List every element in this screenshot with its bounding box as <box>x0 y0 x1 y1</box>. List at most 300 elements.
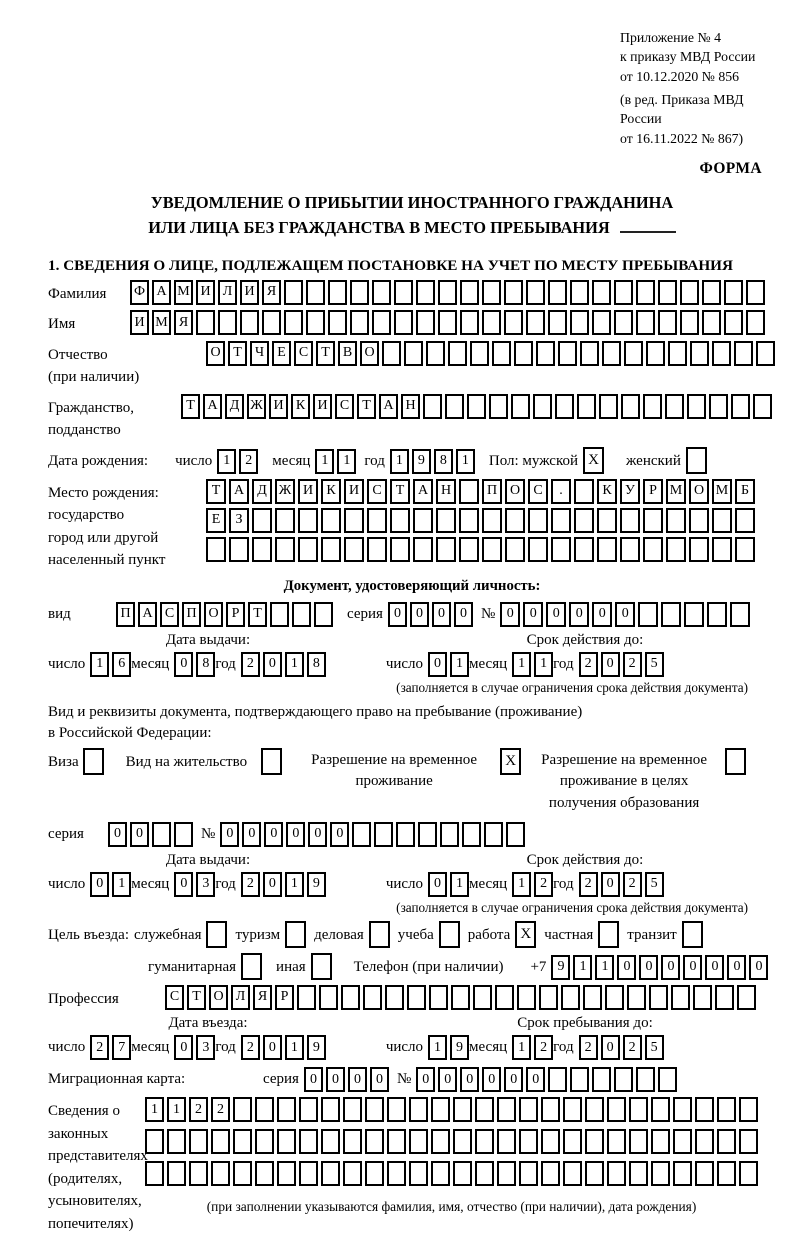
char-cell[interactable]: 0 <box>526 1067 545 1092</box>
char-cell[interactable] <box>734 341 753 366</box>
char-cell[interactable] <box>409 1129 428 1154</box>
char-cell[interactable] <box>570 280 589 305</box>
char-cell[interactable] <box>671 985 690 1010</box>
char-cell[interactable] <box>528 537 548 562</box>
char-cell[interactable]: 0 <box>263 872 282 897</box>
char-cell[interactable]: 1 <box>285 652 304 677</box>
char-cell[interactable] <box>689 537 709 562</box>
char-cell[interactable] <box>504 310 523 335</box>
char-cell[interactable]: 2 <box>623 872 642 897</box>
char-cell[interactable]: 1 <box>390 449 409 474</box>
char-cell[interactable] <box>658 310 677 335</box>
char-cell[interactable] <box>684 602 704 627</box>
issue1-year-cells[interactable] <box>241 652 326 677</box>
char-cell[interactable] <box>668 341 687 366</box>
patronymic-cells[interactable] <box>206 341 775 366</box>
char-cell[interactable] <box>306 280 325 305</box>
char-cell[interactable] <box>739 1129 758 1154</box>
char-cell[interactable] <box>484 822 503 847</box>
char-cell[interactable]: С <box>367 479 387 504</box>
char-cell[interactable] <box>460 310 479 335</box>
char-cell[interactable] <box>505 537 525 562</box>
birthplace-cells-row1[interactable] <box>206 479 755 504</box>
char-cell[interactable] <box>482 508 502 533</box>
char-cell[interactable] <box>270 602 289 627</box>
char-cell[interactable]: А <box>413 479 433 504</box>
char-cell[interactable]: 1 <box>573 955 592 980</box>
char-cell[interactable] <box>453 1161 472 1186</box>
char-cell[interactable] <box>597 537 617 562</box>
char-cell[interactable] <box>620 508 640 533</box>
char-cell[interactable] <box>528 508 548 533</box>
char-cell[interactable] <box>651 1129 670 1154</box>
char-cell[interactable] <box>475 1097 494 1122</box>
char-cell[interactable]: К <box>597 479 617 504</box>
char-cell[interactable]: 0 <box>428 652 447 677</box>
char-cell[interactable] <box>382 341 401 366</box>
char-cell[interactable] <box>666 508 686 533</box>
char-cell[interactable] <box>717 1097 736 1122</box>
char-cell[interactable] <box>695 1129 714 1154</box>
char-cell[interactable]: 2 <box>579 652 598 677</box>
char-cell[interactable] <box>174 822 193 847</box>
char-cell[interactable] <box>352 822 371 847</box>
char-cell[interactable] <box>717 1129 736 1154</box>
representatives-cells-row2[interactable] <box>145 1129 758 1154</box>
char-cell[interactable] <box>577 394 596 419</box>
citizenship-cells[interactable] <box>181 394 772 419</box>
char-cell[interactable] <box>390 508 410 533</box>
char-cell[interactable] <box>658 1067 677 1092</box>
char-cell[interactable]: А <box>379 394 398 419</box>
char-cell[interactable] <box>666 537 686 562</box>
expiry1-day-cells[interactable] <box>428 652 469 677</box>
char-cell[interactable]: С <box>528 479 548 504</box>
char-cell[interactable] <box>385 985 404 1010</box>
char-cell[interactable]: 0 <box>661 955 680 980</box>
char-cell[interactable]: 0 <box>242 822 261 847</box>
char-cell[interactable]: 1 <box>456 449 475 474</box>
char-cell[interactable]: 2 <box>534 1035 553 1060</box>
char-cell[interactable]: 0 <box>308 822 327 847</box>
char-cell[interactable] <box>739 1161 758 1186</box>
char-cell[interactable]: И <box>298 479 318 504</box>
char-cell[interactable] <box>673 1161 692 1186</box>
entry-month-cells[interactable] <box>174 1035 215 1060</box>
char-cell[interactable]: 9 <box>307 872 326 897</box>
char-cell[interactable] <box>413 537 433 562</box>
char-cell[interactable]: 1 <box>285 1035 304 1060</box>
char-cell[interactable] <box>574 537 594 562</box>
purpose-official-checkbox[interactable] <box>206 921 227 948</box>
char-cell[interactable] <box>367 508 387 533</box>
char-cell[interactable] <box>343 1097 362 1122</box>
char-cell[interactable] <box>643 394 662 419</box>
char-cell[interactable]: О <box>209 985 228 1010</box>
residence-number-cells[interactable] <box>220 822 525 847</box>
char-cell[interactable] <box>712 341 731 366</box>
char-cell[interactable] <box>735 508 755 533</box>
char-cell[interactable] <box>387 1161 406 1186</box>
char-cell[interactable]: И <box>240 280 259 305</box>
char-cell[interactable] <box>570 310 589 335</box>
purpose-study-checkbox[interactable] <box>439 921 460 948</box>
char-cell[interactable] <box>724 310 743 335</box>
char-cell[interactable]: 0 <box>410 602 429 627</box>
char-cell[interactable] <box>459 479 479 504</box>
char-cell[interactable]: 0 <box>174 1035 193 1060</box>
char-cell[interactable] <box>306 310 325 335</box>
char-cell[interactable] <box>599 394 618 419</box>
char-cell[interactable]: У <box>620 479 640 504</box>
char-cell[interactable]: 2 <box>241 1035 260 1060</box>
char-cell[interactable] <box>570 1067 589 1092</box>
char-cell[interactable] <box>646 341 665 366</box>
char-cell[interactable] <box>506 822 525 847</box>
char-cell[interactable]: 0 <box>482 1067 501 1092</box>
char-cell[interactable] <box>607 1097 626 1122</box>
char-cell[interactable] <box>418 822 437 847</box>
char-cell[interactable]: 2 <box>241 652 260 677</box>
char-cell[interactable]: 3 <box>196 1035 215 1060</box>
issue2-year-cells[interactable] <box>241 872 326 897</box>
char-cell[interactable] <box>365 1129 384 1154</box>
birth-month-cells[interactable] <box>315 449 356 474</box>
char-cell[interactable] <box>429 985 448 1010</box>
char-cell[interactable]: 1 <box>112 872 131 897</box>
char-cell[interactable] <box>277 1129 296 1154</box>
char-cell[interactable]: И <box>196 280 215 305</box>
char-cell[interactable]: М <box>174 280 193 305</box>
char-cell[interactable]: К <box>291 394 310 419</box>
char-cell[interactable]: 2 <box>623 652 642 677</box>
char-cell[interactable] <box>453 1129 472 1154</box>
char-cell[interactable] <box>409 1161 428 1186</box>
entry-day-cells[interactable] <box>90 1035 131 1060</box>
char-cell[interactable] <box>592 310 611 335</box>
char-cell[interactable]: 1 <box>90 652 109 677</box>
char-cell[interactable] <box>365 1097 384 1122</box>
char-cell[interactable] <box>629 1161 648 1186</box>
char-cell[interactable]: 8 <box>434 449 453 474</box>
char-cell[interactable]: 1 <box>512 1035 531 1060</box>
char-cell[interactable]: П <box>482 479 502 504</box>
char-cell[interactable] <box>152 822 171 847</box>
char-cell[interactable]: 2 <box>239 449 258 474</box>
char-cell[interactable]: 2 <box>579 872 598 897</box>
char-cell[interactable]: Л <box>231 985 250 1010</box>
char-cell[interactable] <box>649 985 668 1010</box>
char-cell[interactable]: Б <box>735 479 755 504</box>
entry-year-cells[interactable] <box>241 1035 326 1060</box>
char-cell[interactable] <box>651 1097 670 1122</box>
char-cell[interactable]: М <box>152 310 171 335</box>
char-cell[interactable] <box>167 1161 186 1186</box>
char-cell[interactable]: 0 <box>370 1067 389 1092</box>
char-cell[interactable]: Р <box>643 479 663 504</box>
char-cell[interactable]: 0 <box>569 602 589 627</box>
char-cell[interactable] <box>756 341 775 366</box>
residence-series-cells[interactable] <box>108 822 193 847</box>
purpose-humanitarian-checkbox[interactable] <box>241 953 262 980</box>
char-cell[interactable]: Л <box>218 280 237 305</box>
representatives-cells-row3[interactable] <box>145 1161 758 1186</box>
char-cell[interactable] <box>519 1129 538 1154</box>
char-cell[interactable] <box>707 602 727 627</box>
char-cell[interactable] <box>687 394 706 419</box>
surname-cells[interactable] <box>130 280 765 305</box>
char-cell[interactable]: 1 <box>450 872 469 897</box>
purpose-work-checkbox[interactable]: X <box>515 921 536 948</box>
char-cell[interactable] <box>145 1161 164 1186</box>
char-cell[interactable] <box>621 394 640 419</box>
char-cell[interactable]: 2 <box>189 1097 208 1122</box>
expiry1-year-cells[interactable] <box>579 652 664 677</box>
stay-year-cells[interactable] <box>579 1035 664 1060</box>
char-cell[interactable] <box>585 1161 604 1186</box>
char-cell[interactable] <box>712 508 732 533</box>
char-cell[interactable]: Т <box>187 985 206 1010</box>
char-cell[interactable] <box>735 537 755 562</box>
char-cell[interactable] <box>541 1097 560 1122</box>
char-cell[interactable] <box>614 280 633 305</box>
issue1-day-cells[interactable] <box>90 652 131 677</box>
char-cell[interactable] <box>504 280 523 305</box>
char-cell[interactable] <box>431 1097 450 1122</box>
char-cell[interactable] <box>292 602 311 627</box>
char-cell[interactable] <box>482 280 501 305</box>
char-cell[interactable] <box>255 1129 274 1154</box>
char-cell[interactable]: 0 <box>326 1067 345 1092</box>
char-cell[interactable] <box>497 1097 516 1122</box>
char-cell[interactable] <box>702 280 721 305</box>
char-cell[interactable] <box>592 1067 611 1092</box>
phone-cells[interactable] <box>551 955 768 980</box>
char-cell[interactable] <box>624 341 643 366</box>
char-cell[interactable]: Ч <box>250 341 269 366</box>
char-cell[interactable]: 0 <box>220 822 239 847</box>
char-cell[interactable] <box>396 822 415 847</box>
char-cell[interactable]: 0 <box>615 602 635 627</box>
char-cell[interactable] <box>189 1161 208 1186</box>
char-cell[interactable] <box>321 508 341 533</box>
char-cell[interactable]: 7 <box>112 1035 131 1060</box>
char-cell[interactable] <box>321 1097 340 1122</box>
char-cell[interactable] <box>558 341 577 366</box>
char-cell[interactable] <box>321 1161 340 1186</box>
char-cell[interactable] <box>730 602 750 627</box>
char-cell[interactable] <box>440 822 459 847</box>
char-cell[interactable]: 0 <box>546 602 566 627</box>
birth-year-cells[interactable] <box>390 449 475 474</box>
char-cell[interactable] <box>298 537 318 562</box>
char-cell[interactable]: 0 <box>523 602 543 627</box>
char-cell[interactable] <box>627 985 646 1010</box>
char-cell[interactable] <box>746 280 765 305</box>
char-cell[interactable] <box>717 1161 736 1186</box>
issue1-month-cells[interactable] <box>174 652 215 677</box>
char-cell[interactable] <box>574 508 594 533</box>
char-cell[interactable]: О <box>360 341 379 366</box>
char-cell[interactable] <box>319 985 338 1010</box>
char-cell[interactable]: 0 <box>617 955 636 980</box>
temp-residence-education-checkbox[interactable] <box>725 748 746 775</box>
stay-month-cells[interactable] <box>512 1035 553 1060</box>
char-cell[interactable] <box>680 310 699 335</box>
char-cell[interactable] <box>297 985 316 1010</box>
char-cell[interactable] <box>284 280 303 305</box>
char-cell[interactable] <box>561 985 580 1010</box>
char-cell[interactable]: 0 <box>504 1067 523 1092</box>
char-cell[interactable]: П <box>116 602 135 627</box>
char-cell[interactable]: 0 <box>90 872 109 897</box>
char-cell[interactable]: Я <box>253 985 272 1010</box>
char-cell[interactable]: Я <box>262 280 281 305</box>
char-cell[interactable] <box>275 508 295 533</box>
char-cell[interactable] <box>607 1129 626 1154</box>
char-cell[interactable]: 0 <box>174 652 193 677</box>
char-cell[interactable] <box>459 508 479 533</box>
char-cell[interactable] <box>262 310 281 335</box>
char-cell[interactable] <box>629 1129 648 1154</box>
char-cell[interactable]: Д <box>225 394 244 419</box>
sex-female-checkbox[interactable] <box>686 447 707 474</box>
char-cell[interactable] <box>643 508 663 533</box>
char-cell[interactable] <box>467 394 486 419</box>
birthplace-cells-row2[interactable] <box>206 508 755 533</box>
char-cell[interactable]: 0 <box>683 955 702 980</box>
char-cell[interactable]: 5 <box>645 652 664 677</box>
char-cell[interactable] <box>196 310 215 335</box>
char-cell[interactable] <box>739 1097 758 1122</box>
char-cell[interactable]: И <box>313 394 332 419</box>
char-cell[interactable]: 0 <box>416 1067 435 1092</box>
char-cell[interactable] <box>363 985 382 1010</box>
char-cell[interactable] <box>724 280 743 305</box>
char-cell[interactable] <box>563 1129 582 1154</box>
char-cell[interactable] <box>495 985 514 1010</box>
char-cell[interactable] <box>636 310 655 335</box>
char-cell[interactable]: С <box>165 985 184 1010</box>
char-cell[interactable]: 1 <box>512 652 531 677</box>
char-cell[interactable] <box>277 1161 296 1186</box>
char-cell[interactable]: 0 <box>286 822 305 847</box>
char-cell[interactable] <box>299 1161 318 1186</box>
char-cell[interactable] <box>497 1161 516 1186</box>
char-cell[interactable]: 0 <box>348 1067 367 1092</box>
char-cell[interactable]: 2 <box>534 872 553 897</box>
char-cell[interactable] <box>680 280 699 305</box>
char-cell[interactable] <box>387 1129 406 1154</box>
issue2-month-cells[interactable] <box>174 872 215 897</box>
char-cell[interactable] <box>145 1129 164 1154</box>
char-cell[interactable] <box>299 1097 318 1122</box>
char-cell[interactable] <box>731 394 750 419</box>
char-cell[interactable]: 5 <box>645 872 664 897</box>
char-cell[interactable]: 0 <box>460 1067 479 1092</box>
char-cell[interactable]: 8 <box>196 652 215 677</box>
char-cell[interactable] <box>665 394 684 419</box>
char-cell[interactable]: 2 <box>211 1097 230 1122</box>
char-cell[interactable] <box>482 537 502 562</box>
char-cell[interactable]: 1 <box>534 652 553 677</box>
char-cell[interactable] <box>460 280 479 305</box>
char-cell[interactable] <box>451 985 470 1010</box>
char-cell[interactable] <box>629 1097 648 1122</box>
char-cell[interactable] <box>563 1161 582 1186</box>
char-cell[interactable] <box>607 1161 626 1186</box>
char-cell[interactable]: Ф <box>130 280 149 305</box>
char-cell[interactable] <box>638 602 658 627</box>
char-cell[interactable]: К <box>321 479 341 504</box>
char-cell[interactable]: О <box>689 479 709 504</box>
char-cell[interactable] <box>328 280 347 305</box>
birth-day-cells[interactable] <box>217 449 258 474</box>
char-cell[interactable] <box>252 537 272 562</box>
char-cell[interactable] <box>712 537 732 562</box>
residence-permit-checkbox[interactable] <box>261 748 282 775</box>
char-cell[interactable] <box>715 985 734 1010</box>
char-cell[interactable] <box>636 280 655 305</box>
char-cell[interactable] <box>574 479 594 504</box>
char-cell[interactable] <box>299 1129 318 1154</box>
char-cell[interactable] <box>416 310 435 335</box>
char-cell[interactable] <box>436 537 456 562</box>
char-cell[interactable]: О <box>206 341 225 366</box>
char-cell[interactable]: Т <box>228 341 247 366</box>
char-cell[interactable]: И <box>130 310 149 335</box>
char-cell[interactable] <box>548 310 567 335</box>
char-cell[interactable]: М <box>712 479 732 504</box>
char-cell[interactable] <box>394 310 413 335</box>
char-cell[interactable] <box>233 1129 252 1154</box>
char-cell[interactable] <box>255 1161 274 1186</box>
char-cell[interactable] <box>438 310 457 335</box>
expiry2-year-cells[interactable] <box>579 872 664 897</box>
char-cell[interactable]: А <box>229 479 249 504</box>
birthplace-cells-row3[interactable] <box>206 537 755 562</box>
profession-cells[interactable] <box>165 985 756 1010</box>
char-cell[interactable]: И <box>269 394 288 419</box>
char-cell[interactable]: 3 <box>196 872 215 897</box>
char-cell[interactable] <box>462 822 481 847</box>
char-cell[interactable] <box>602 341 621 366</box>
char-cell[interactable] <box>583 985 602 1010</box>
char-cell[interactable]: 1 <box>512 872 531 897</box>
char-cell[interactable]: 0 <box>705 955 724 980</box>
char-cell[interactable] <box>233 1161 252 1186</box>
char-cell[interactable]: 0 <box>432 602 451 627</box>
char-cell[interactable] <box>314 602 333 627</box>
char-cell[interactable] <box>229 537 249 562</box>
char-cell[interactable]: С <box>335 394 354 419</box>
char-cell[interactable]: 0 <box>749 955 768 980</box>
char-cell[interactable]: 2 <box>241 872 260 897</box>
char-cell[interactable]: 0 <box>438 1067 457 1092</box>
char-cell[interactable]: Ж <box>247 394 266 419</box>
purpose-business-checkbox[interactable] <box>369 921 390 948</box>
expiry1-month-cells[interactable] <box>512 652 553 677</box>
doc-kind-cells[interactable] <box>116 602 333 627</box>
char-cell[interactable] <box>673 1129 692 1154</box>
char-cell[interactable] <box>709 394 728 419</box>
char-cell[interactable] <box>252 508 272 533</box>
char-cell[interactable] <box>620 537 640 562</box>
char-cell[interactable] <box>365 1161 384 1186</box>
char-cell[interactable]: Р <box>226 602 245 627</box>
char-cell[interactable] <box>211 1129 230 1154</box>
char-cell[interactable] <box>459 537 479 562</box>
